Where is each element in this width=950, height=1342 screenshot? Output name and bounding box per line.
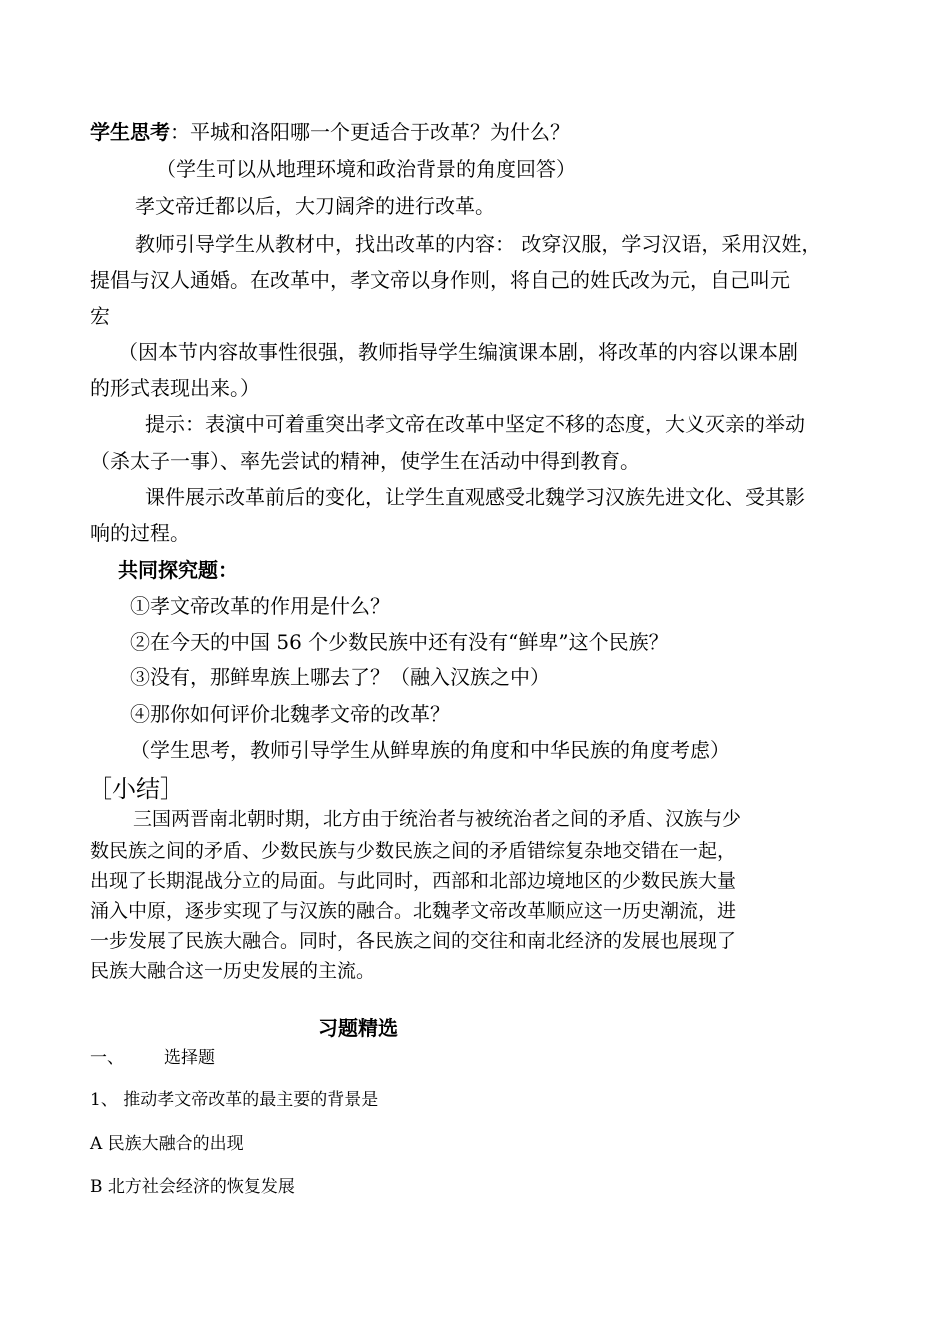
reform-content-line-1: 教师引导学生从教材中，找出改革的内容： 改穿汉服，学习汉语，采用汉姓， xyxy=(135,232,822,256)
explore-question-2: ②在今天的中国 56 个少数民族中还有没有“鲜卑”这个民族？ xyxy=(130,630,669,654)
summary-line-3: 出现了长期混战分立的局面。与此同时，西部和北部边境地区的少数民族大量 xyxy=(90,870,737,892)
summary-line-6: 民族大融合这一历史发展的主流。 xyxy=(90,960,376,982)
exercises-section-label: 选择题 xyxy=(164,1048,215,1068)
exercise-question-1: 1、 推动孝文帝改革的最主要的背景是 xyxy=(90,1090,379,1110)
explore-title: 共同探究题： xyxy=(118,558,238,582)
explore-note: （学生思考，教师引导学生从鲜卑族的角度和中华民族的角度考虑） xyxy=(130,738,730,762)
exercises-section-number: 一、 xyxy=(90,1048,124,1068)
summary-heading: ［小结］ xyxy=(88,775,184,803)
reform-play-line-1: （因本节内容故事性很强，教师指导学生编演课本剧，将改革的内容以课本剧 xyxy=(118,340,798,364)
student-think-line xyxy=(90,118,570,146)
summary-line-4: 涌入中原，逐步实现了与汉族的融合。北魏孝文帝改革顺应这一历史潮流，进 xyxy=(90,900,737,922)
exercises-section-heading xyxy=(90,1046,215,1070)
reform-play-line-2: 的形式表现出来。） xyxy=(90,376,260,400)
student-think-colon: ： xyxy=(170,120,190,144)
exercises-title: 习题精选 xyxy=(318,1016,398,1040)
reform-tip-line-1: 提示：表演中可着重突出孝文帝在改革中坚定不移的态度，大义灭亲的举动 xyxy=(145,412,805,436)
reform-intro: 孝文帝迁都以后，大刀阔斧的进行改革。 xyxy=(135,194,495,218)
reform-courseware-line-2: 响的过程。 xyxy=(90,521,190,545)
student-think-label: 学生思考 xyxy=(90,120,170,144)
summary-line-2: 数民族之间的矛盾、少数民族与少数民族之间的矛盾错综复杂地交错在一起， xyxy=(90,840,737,862)
explore-question-4: ④那你如何评价北魏孝文帝的改革？ xyxy=(130,702,450,726)
summary-line-1: 三国两晋南北朝时期，北方由于统治者与被统治者之间的矛盾、汉族与少 xyxy=(133,808,742,830)
student-think-question: 平城和洛阳哪一个更适合于改革？为什么？ xyxy=(190,120,570,144)
explore-question-1: ①孝文帝改革的作用是什么？ xyxy=(130,594,390,618)
reform-courseware-line-1: 课件展示改革前后的变化，让学生直观感受北魏学习汉族先进文化、受其影 xyxy=(145,485,805,509)
explore-question-3: ③没有，那鲜卑族上哪去了？（融入汉族之中） xyxy=(130,665,550,689)
exercise-option-b: B 北方社会经济的恢复发展 xyxy=(90,1177,295,1197)
exercise-option-a: A 民族大融合的出现 xyxy=(90,1134,244,1154)
summary-line-5: 一步发展了民族大融合。同时，各民族之间的交往和南北经济的发展也展现了 xyxy=(90,930,737,952)
reform-content-line-2: 提倡与汉人通婚。在改革中，孝文帝以身作则，将自己的姓氏改为元，自己叫元 xyxy=(90,268,790,292)
student-think-hint: （学生可以从地理环境和政治背景的角度回答） xyxy=(156,157,576,181)
reform-content-line-3: 宏 xyxy=(90,304,110,328)
reform-tip-line-2: （杀太子一事）、率先尝试的精神，使学生在活动中得到教育。 xyxy=(90,449,640,473)
